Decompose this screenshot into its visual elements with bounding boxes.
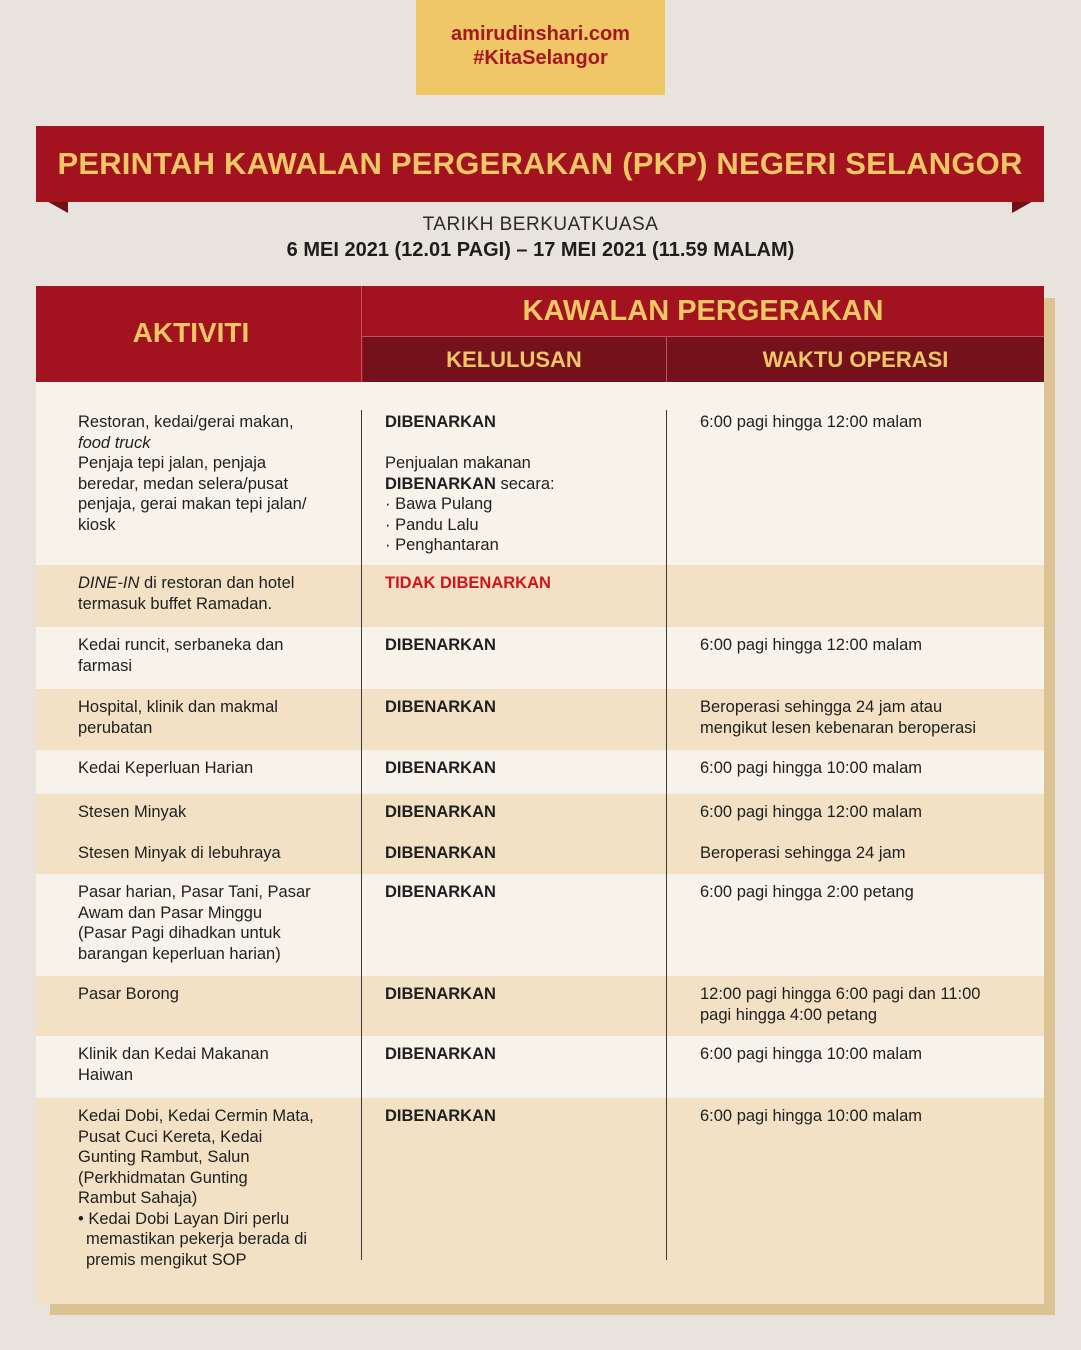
activity-text: termasuk buffet Ramadan. (78, 594, 273, 613)
activity-text: Hospital, klinik dan makmal (78, 698, 278, 716)
hours-text: 12:00 pagi hingga 6:00 pagi dan 11:00 (700, 985, 981, 1003)
activity-text: perubatan (78, 718, 153, 737)
activity-text: di restoran dan hotel (139, 574, 295, 592)
status-text: DIBENARKAN (385, 636, 496, 654)
activity-cell (78, 882, 348, 964)
activity-text: Gunting Rambut, Salun (78, 1148, 250, 1166)
activity-cell (78, 1106, 358, 1270)
header-divider (362, 336, 1044, 337)
table-row (36, 404, 1044, 565)
hours-cell (700, 697, 1030, 738)
bullet-text: premis mengikut SOP (86, 1250, 247, 1269)
table-row (36, 750, 1044, 794)
activity-text: penjaja, gerai makan tepi jalan/ (78, 495, 307, 513)
hours-text: 6:00 pagi hingga 12:00 malam (700, 636, 922, 654)
table-row (36, 565, 1044, 627)
status-text: DIBENARKAN (385, 698, 496, 716)
hours-text: Beroperasi sehingga 24 jam atau (700, 698, 943, 716)
status-text: DIBENARKAN (385, 844, 496, 862)
website-text: amirudinshari.com (451, 23, 630, 45)
hours-text: 6:00 pagi hingga 10:00 malam (700, 1045, 922, 1063)
hours-text: 6:00 pagi hingga 12:00 malam (700, 413, 922, 431)
page-title: PERINTAH KAWALAN PERGERAKAN (PKP) NEGERI SELANGOR (57, 146, 1023, 181)
activity-text: Stesen Minyak (78, 803, 187, 821)
bullet-text: Penghantaran (395, 536, 499, 554)
activity-text: (Pasar Pagi dihadkan untuk (78, 924, 281, 942)
activity-text: Haiwan (78, 1065, 134, 1084)
note-line (385, 474, 685, 495)
status-text: DIBENARKAN (385, 1107, 496, 1125)
bullet-text: memastikan pekerja berada di (86, 1230, 308, 1248)
approval-cell (385, 573, 685, 594)
status-text: DIBENARKAN (385, 803, 496, 821)
header-approval: KELULUSAN (446, 347, 582, 372)
activity-cell (78, 573, 348, 614)
rules-table (36, 286, 1044, 1304)
table-row (36, 627, 1044, 689)
status-text: DIBENARKAN (385, 759, 496, 777)
activity-text: DINE-IN (78, 574, 140, 592)
activity-text: Kedai runcit, serbaneka dan (78, 636, 284, 654)
activity-text: beredar, medan selera/pusat (78, 474, 289, 493)
activity-text: food truck (78, 433, 151, 452)
bullet-item: · Penghantaran (385, 536, 499, 554)
hours-cell (700, 984, 1030, 1025)
header-movement-control: KAWALAN PERGERAKAN (522, 295, 884, 327)
status-text: DIBENARKAN (385, 883, 496, 901)
column-divider (361, 410, 362, 1260)
activity-text: Kedai Keperluan Harian (78, 759, 254, 777)
column-divider (666, 410, 667, 1260)
table-row (36, 874, 1044, 976)
activity-text: Pasar Borong (78, 985, 179, 1003)
activity-text: Kedai Dobi, Kedai Cermin Mata, (78, 1107, 314, 1125)
table-row (36, 689, 1044, 750)
hours-text: pagi hingga 4:00 petang (700, 1005, 878, 1024)
table-row (36, 794, 1044, 835)
bullet-text: Kedai Dobi Layan Diri perlu (88, 1209, 290, 1228)
bullet-item: · Pandu Lalu (385, 515, 479, 534)
activity-text: Rambut Sahaja) (78, 1189, 198, 1207)
table-row (36, 1036, 1044, 1098)
activity-text: farmasi (78, 656, 133, 675)
table-row (36, 976, 1044, 1036)
activity-text: Pasar harian, Pasar Tani, Pasar (78, 883, 311, 901)
hours-text: 6:00 pagi hingga 10:00 malam (700, 759, 922, 777)
title-banner (36, 126, 1044, 202)
activity-text: Awam dan Pasar Minggu (78, 903, 263, 922)
hours-text: 6:00 pagi hingga 2:00 petang (700, 883, 914, 901)
activity-cell (78, 412, 348, 535)
activity-text: Pusat Cuci Kereta, Kedai (78, 1127, 263, 1146)
activity-text: Klinik dan Kedai Makanan (78, 1045, 269, 1063)
hours-text: mengikut lesen kebenaran beroperasi (700, 718, 977, 737)
activity-text: (Perkhidmatan Gunting (78, 1168, 248, 1187)
bullet-text: Bawa Pulang (395, 495, 493, 513)
activity-text: kiosk (78, 515, 116, 534)
activity-cell (78, 635, 348, 676)
hours-text: 6:00 pagi hingga 12:00 malam (700, 803, 922, 821)
note-text: secara: (495, 474, 555, 493)
note-text: Penjualan makanan (385, 454, 531, 472)
header-activity: AKTIVITI (132, 317, 250, 348)
activity-cell (78, 697, 348, 738)
table-row (36, 835, 1044, 874)
bullet-item: • Kedai Dobi Layan Diri perlu (78, 1209, 290, 1228)
effective-label: TARIKH BERKUATKUASA (422, 214, 659, 235)
bullet-item: · Bawa Pulang (385, 495, 493, 513)
activity-text: Restoran, kedai/gerai makan, (78, 413, 294, 431)
hours-text: 6:00 pagi hingga 10:00 malam (700, 1107, 922, 1125)
activity-text: Stesen Minyak di lebuhraya (78, 844, 281, 862)
bullet-text: Pandu Lalu (395, 515, 479, 534)
hashtag-text: #KitaSelangor (473, 47, 608, 69)
status-text: TIDAK DIBENARKAN (385, 574, 551, 592)
website-badge (416, 0, 665, 95)
activity-text: Penjaja tepi jalan, penjaja (78, 454, 267, 472)
table-row (36, 1098, 1044, 1304)
hours-cell (700, 412, 1030, 433)
status-text: DIBENARKAN (385, 1045, 496, 1063)
approval-cell (385, 412, 685, 556)
status-text: DIBENARKAN (385, 985, 496, 1003)
status-text: DIBENARKAN (385, 413, 496, 431)
table-header (36, 286, 1044, 382)
activity-cell (78, 1044, 348, 1085)
header-hours: WAKTU OPERASI (762, 347, 949, 372)
activity-text: barangan keperluan harian) (78, 944, 281, 963)
note-bold-text: DIBENARKAN (385, 474, 496, 493)
effective-dates: 6 MEI 2021 (12.01 PAGI) – 17 MEI 2021 (11.59 MALAM) (286, 239, 795, 261)
hours-text: Beroperasi sehingga 24 jam (700, 844, 906, 862)
